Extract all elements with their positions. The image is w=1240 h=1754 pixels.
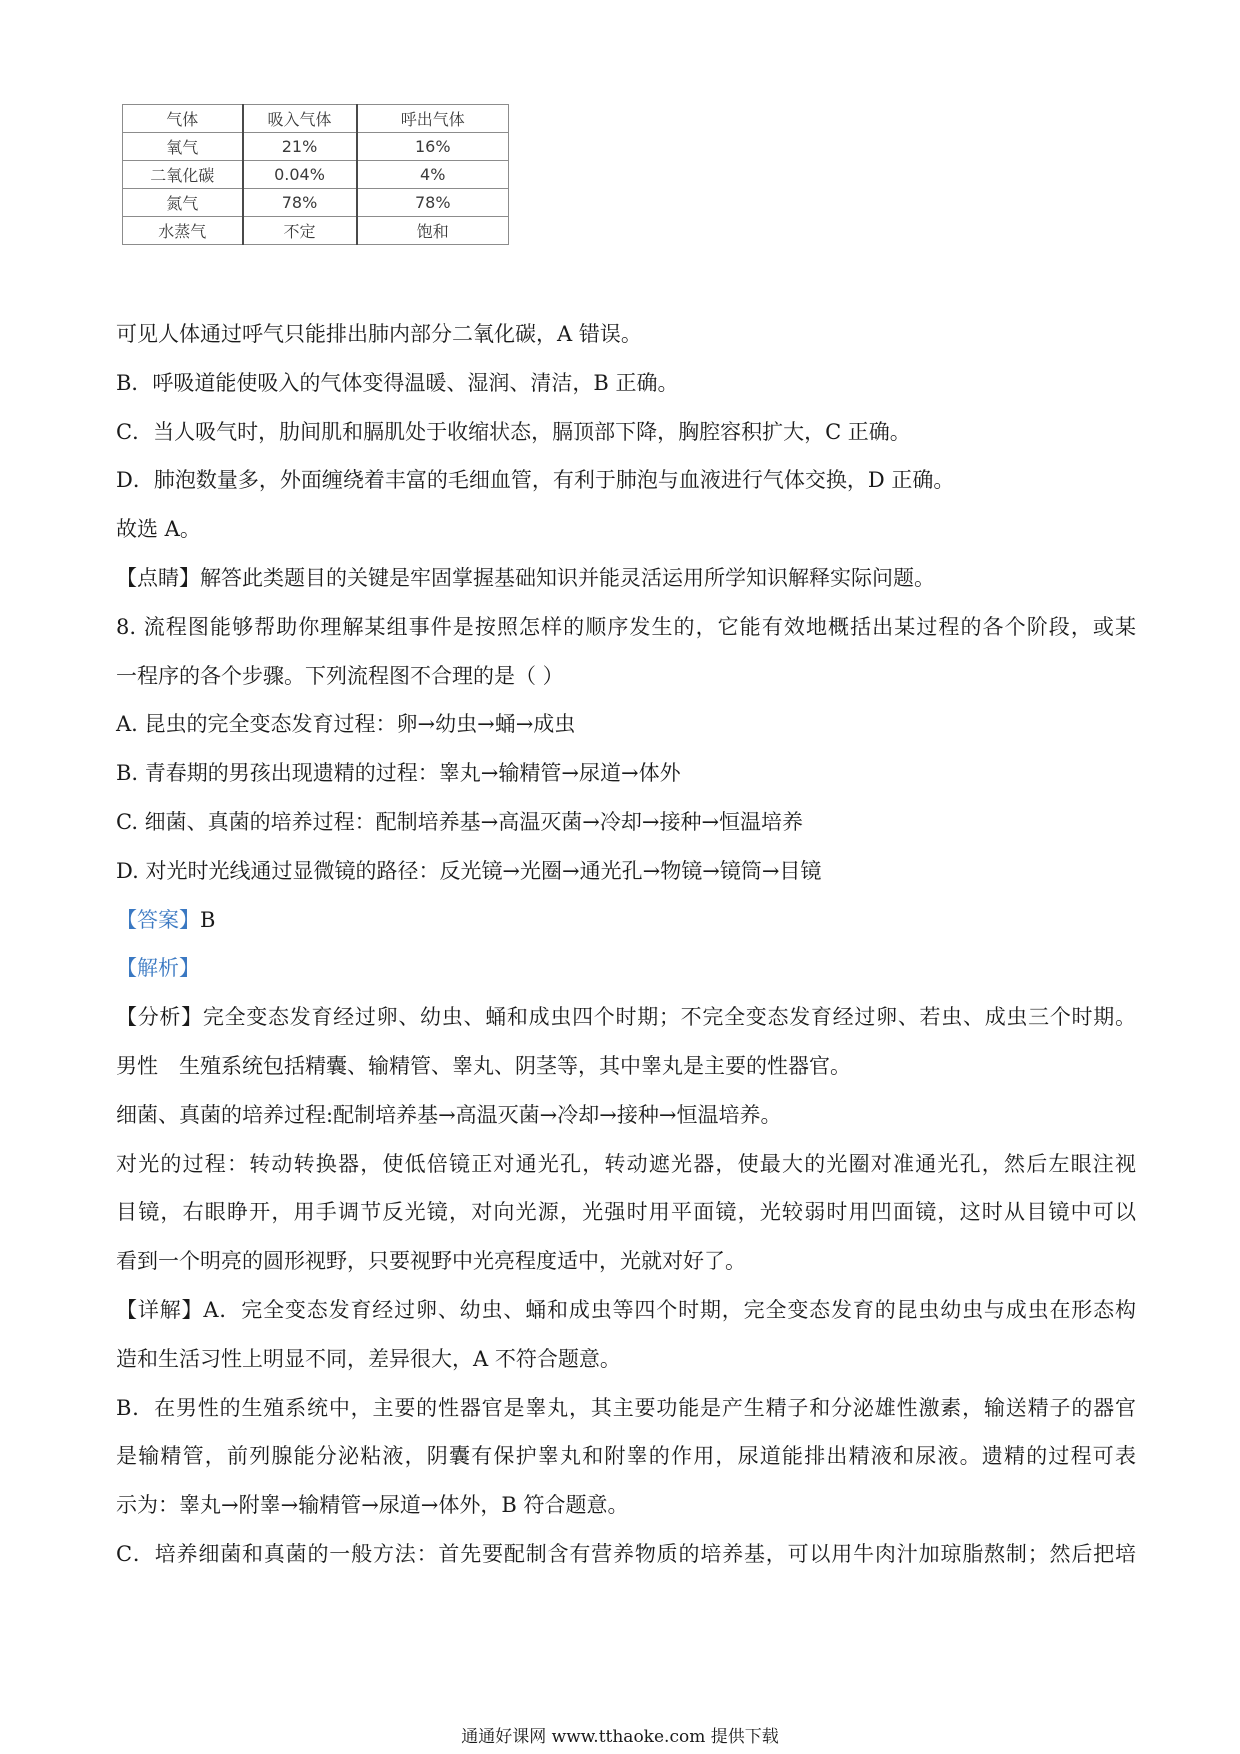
table-cell: 16% [357, 133, 509, 161]
paragraph-line: B．在男性的生殖系统中，主要的性器官是睾丸，其主要功能是产生精子和分泌雄性激素，输送精子的器官 [116, 1395, 1136, 1420]
table-cell: 78% [357, 189, 509, 217]
page-footer: 通通好课网 www.tthaoke.com 提供下载 [461, 1727, 779, 1747]
option-c: C. 细菌、真菌的培养过程：配制培养基→高温灭菌→冷却→接种→恒温培养 [116, 809, 804, 834]
option-b: B. 青春期的男孩出现遗精的过程：睾丸→输精管→尿道→体外 [116, 761, 681, 786]
table-header-cell: 气体 [123, 105, 243, 133]
answer-line [116, 896, 1136, 945]
table-row [123, 161, 509, 189]
table-cell: 0.04% [243, 161, 357, 189]
paragraph-line: 故选 A。 [116, 517, 201, 542]
table-header-cell: 吸入气体 [243, 105, 357, 133]
answer-value: B [200, 907, 216, 932]
paragraph-line: 可见人体通过呼气只能排出肺内部分二氧化碳，A 错误。 [116, 322, 642, 346]
paragraph-line: C．当人吸气时，肋间肌和膈肌处于收缩状态，膈顶部下降，胸腔容积扩大，C 正确。 [116, 419, 911, 444]
paragraph-line: 目镜，右眼睁开，用手调节反光镜，对向光源，光强时用平面镜，光较弱时用凹面镜，这时从目镜中可以 [116, 1200, 1136, 1225]
table-header-cell: 呼出气体 [357, 105, 509, 133]
paragraph-line: 对光的过程：转动转换器，使低倍镜正对通光孔，转动遮光器，使最大的光圈对准通光孔，然后左眼注视 [116, 1151, 1136, 1176]
table-cell: 氮气 [123, 189, 243, 217]
paragraph-line: 【详解】A．完全变态发育经过卵、幼虫、蛹和成虫等四个时期，完全变态发育的昆虫幼虫与成虫在形态构 [116, 1297, 1136, 1322]
question-stem-line: 8. 流程图能够帮助你理解某组事件是按照怎样的顺序发生的，它能有效地概括出某过程的各个阶段，或某 [116, 614, 1136, 639]
paragraph-line: 细菌、真菌的培养过程:配制培养基→高温灭菌→冷却→接种→恒温培养。 [116, 1102, 782, 1127]
paragraph-line: 【分析】完全变态发育经过卵、幼虫、蛹和成虫四个时期；不完全变态发育经过卵、若虫、成虫三个时期。 [116, 1005, 1136, 1030]
table-cell: 4% [357, 161, 509, 189]
table-cell: 氧气 [123, 133, 243, 161]
paragraph-line: C．培养细菌和真菌的一般方法：首先要配制含有营养物质的培养基，可以用牛肉汁加琼脂熬制；然后把培 [116, 1541, 1136, 1566]
paragraph-line: 男性 生殖系统包括精囊、输精管、睾丸、阴茎等，其中睾丸是主要的性器官。 [116, 1053, 851, 1078]
paragraph-line: 是输精管，前列腺能分泌粘液，阴囊有保护睾丸和附睾的作用，尿道能排出精液和尿液。遗精的过程可表 [116, 1444, 1136, 1469]
paragraph-line: 【点睛】解答此类题目的关键是牢固掌握基础知识并能灵活运用所学知识解释实际问题。 [116, 565, 935, 590]
body-text [116, 310, 1136, 1579]
paragraph-line: 看到一个明亮的圆形视野，只要视野中光亮程度适中，光就对好了。 [116, 1249, 746, 1274]
question-stem-line: 一程序的各个步骤。下列流程图不合理的是（ ） [116, 663, 564, 688]
paragraph-line: 示为：睾丸→附睾→输精管→尿道→体外，B 符合题意。 [116, 1493, 629, 1518]
table-row [123, 133, 509, 161]
paragraph-line: B．呼吸道能使吸入的气体变得温暖、湿润、清洁，B 正确。 [116, 370, 679, 395]
table-row [123, 217, 509, 245]
table-cell: 21% [243, 133, 357, 161]
table-cell: 水蒸气 [123, 217, 243, 245]
paragraph-line: 造和生活习性上明显不同，差异很大，A 不符合题意。 [116, 1346, 621, 1371]
analysis-label: 【解析】 [116, 956, 200, 981]
table-row [123, 189, 509, 217]
table-cell: 饱和 [357, 217, 509, 245]
option-a: A. 昆虫的完全变态发育过程：卵→幼虫→蛹→成虫 [116, 712, 576, 737]
gas-composition-table [122, 104, 509, 245]
table-cell: 78% [243, 189, 357, 217]
table-cell: 不定 [243, 217, 357, 245]
answer-label: 【答案】 [116, 907, 200, 932]
option-d: D. 对光时光线通过显微镜的路径：反光镜→光圈→通光孔→物镜→镜筒→目镜 [116, 858, 822, 883]
table-header-row [123, 105, 509, 133]
paragraph-line: D．肺泡数量多，外面缠绕着丰富的毛细血管，有利于肺泡与血液进行气体交换，D 正确。 [116, 468, 955, 493]
table-cell: 二氧化碳 [123, 161, 243, 189]
